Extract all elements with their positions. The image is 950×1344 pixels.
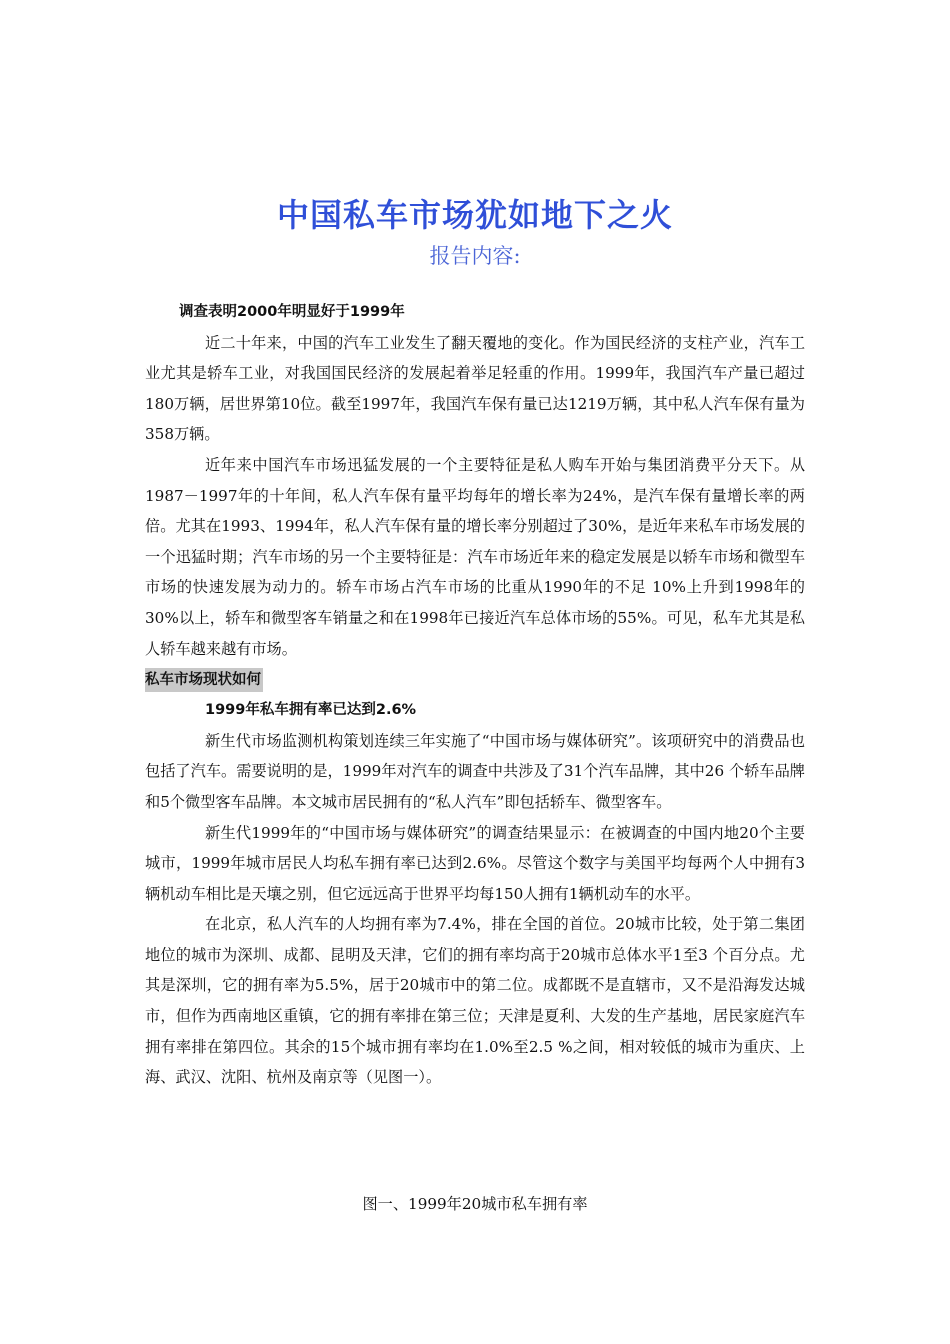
paragraph: 新生代市场监测机构策划连续三年实施了“中国市场与媒体研究”。该项研究中的消费品也包括了汽车。需要说明的是，1999年对汽车的调查中共涉及了31个汽车品牌，其中26 个轿车品牌和5个微型客车品牌。本文城市居民拥有的“私人汽车”即包括轿车、微型客车。 (145, 731, 805, 811)
paragraph: 新生代1999年的“中国市场与媒体研究”的调查结果显示：在被调查的中国内地20个主要城市，1999年城市居民人均私车拥有率已达到2.6%。尽管这个数字与美国平均每两个人中拥有3辆机动车相比是天壤之别，但它远远高于世界平均每150人拥有1辆机动车的水平。 (145, 823, 805, 903)
paragraph: 近年来中国汽车市场迅猛发展的一个主要特征是私人购车开始与集团消费平分天下。从 1987－1997年的十年间，私人汽车保有量平均每年的增长率为24%，是汽车保有量增长率的两倍。尤其在1993、1994年，私人汽车保有量的增长率分别超过了30%，是近年来私车市场发展的一个迅猛时期；汽车市场的另一个主要特征是：汽车市场近年来的稳定发展是以轿车市场和微型车市场的快速发展为动力的。轿车市场占汽车市场的比重从1990年的不足 10%上升到1998年的30%以上，轿车和微型客车销量之和在1998年已接近汽车总体市场的55%。可见，私车尤其是私人轿车越来越有市场。 (145, 455, 805, 658)
document-body (145, 297, 805, 1093)
section-subheading: 1999年私车拥有率已达到2.6% (205, 702, 417, 719)
figure-caption: 图一、1999年20城市私车拥有率 (362, 1195, 588, 1213)
section-heading: 私车市场现状如何 (145, 668, 263, 692)
document-title: 中国私车市场犹如地下之火 (276, 196, 673, 234)
paragraph: 在北京，私人汽车的人均拥有率为7.4%，排在全国的首位。20城市比较，处于第二集团地位的城市为深圳、成都、昆明及天津，它们的拥有率均高于20城市总体水平1至3 个百分点。尤其是深圳，它的拥有率为5.5%，居于20城市中的第二位。成都既不是直辖市，又不是沿海发达城市，但作为西南地区重镇，它的拥有率排在第三位；天津是夏利、大发的生产基地，居民家庭汽车拥有率排在第四位。其余的15个城市拥有率均在1.0%至2.5 %之间，相对较低的城市为重庆、上海、武汉、沈阳、杭州及南京等（见图一）。 (145, 915, 805, 1087)
section-heading-wrapper (145, 664, 805, 695)
paragraph: 近二十年来，中国的汽车工业发生了翻天覆地的变化。作为国民经济的支柱产业，汽车工业尤其是轿车工业，对我国国民经济的发展起着举足轻重的作用。1999年，我国汽车产量已超过180万辆，居世界第10位。截至1997年，我国汽车保有量已达1219万辆，其中私人汽车保有量为358万辆。 (145, 333, 805, 444)
document-subtitle: 报告内容: (429, 244, 521, 268)
section-subheading: 调查表明2000年明显好于1999年 (179, 304, 405, 320)
